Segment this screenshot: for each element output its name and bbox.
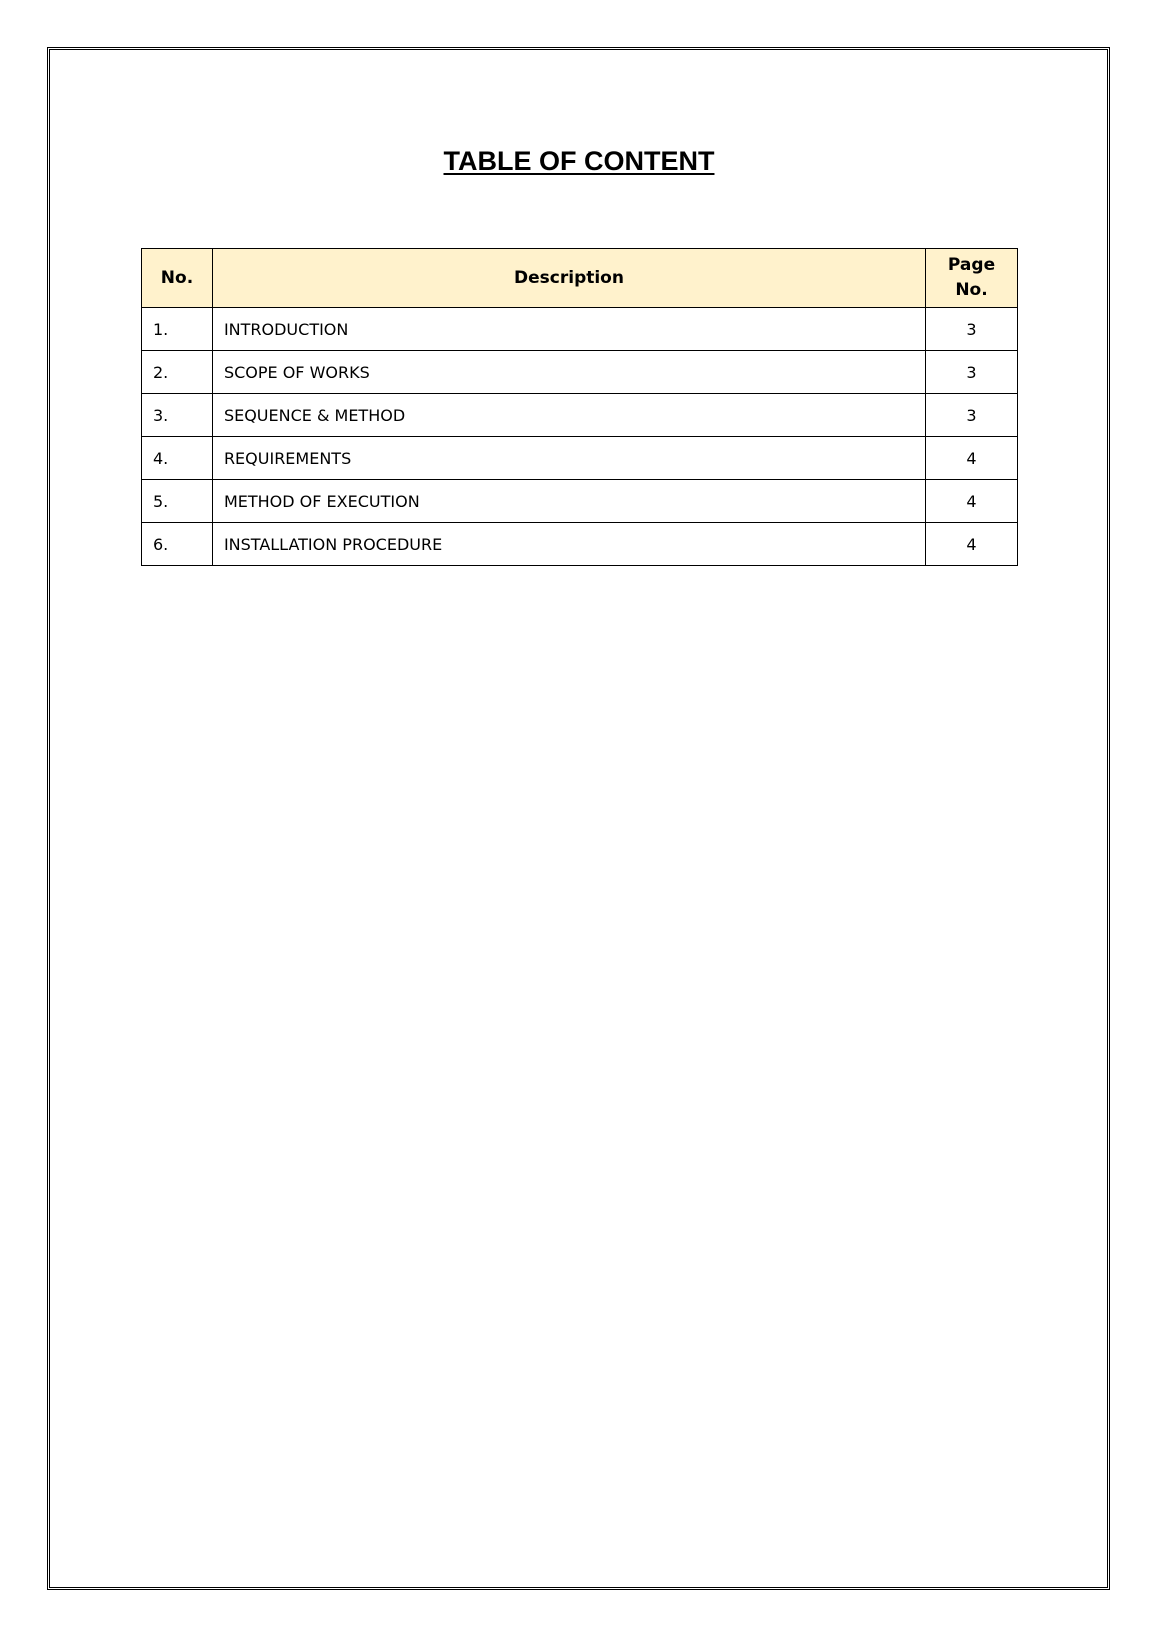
table-row (142, 351, 1018, 394)
page-title: TABLE OF CONTENT (443, 146, 715, 176)
row-page: 3 (926, 308, 1018, 351)
table-row (142, 394, 1018, 437)
row-page: 4 (926, 480, 1018, 523)
header-page-no (926, 249, 1018, 308)
row-number: 6. (142, 523, 213, 566)
header-page-line2: No. (955, 280, 988, 300)
table-row (142, 480, 1018, 523)
header-page-line1: Page (947, 255, 996, 275)
row-description: SCOPE OF WORKS (212, 351, 925, 394)
table-row (142, 437, 1018, 480)
row-page: 4 (926, 523, 1018, 566)
row-page: 3 (926, 394, 1018, 437)
header-no: No. (142, 249, 213, 308)
row-description: SEQUENCE & METHOD (212, 394, 925, 437)
row-page: 4 (926, 437, 1018, 480)
table-row (142, 308, 1018, 351)
row-number: 3. (142, 394, 213, 437)
table-row (142, 523, 1018, 566)
row-number: 1. (142, 308, 213, 351)
row-number: 2. (142, 351, 213, 394)
header-description: Description (212, 249, 925, 308)
table-of-contents (141, 248, 1018, 566)
row-description: INSTALLATION PROCEDURE (212, 523, 925, 566)
row-description: METHOD OF EXECUTION (212, 480, 925, 523)
row-description: INTRODUCTION (212, 308, 925, 351)
row-number: 4. (142, 437, 213, 480)
row-number: 5. (142, 480, 213, 523)
table-header-row (142, 249, 1018, 308)
row-page: 3 (926, 351, 1018, 394)
row-description: REQUIREMENTS (212, 437, 925, 480)
